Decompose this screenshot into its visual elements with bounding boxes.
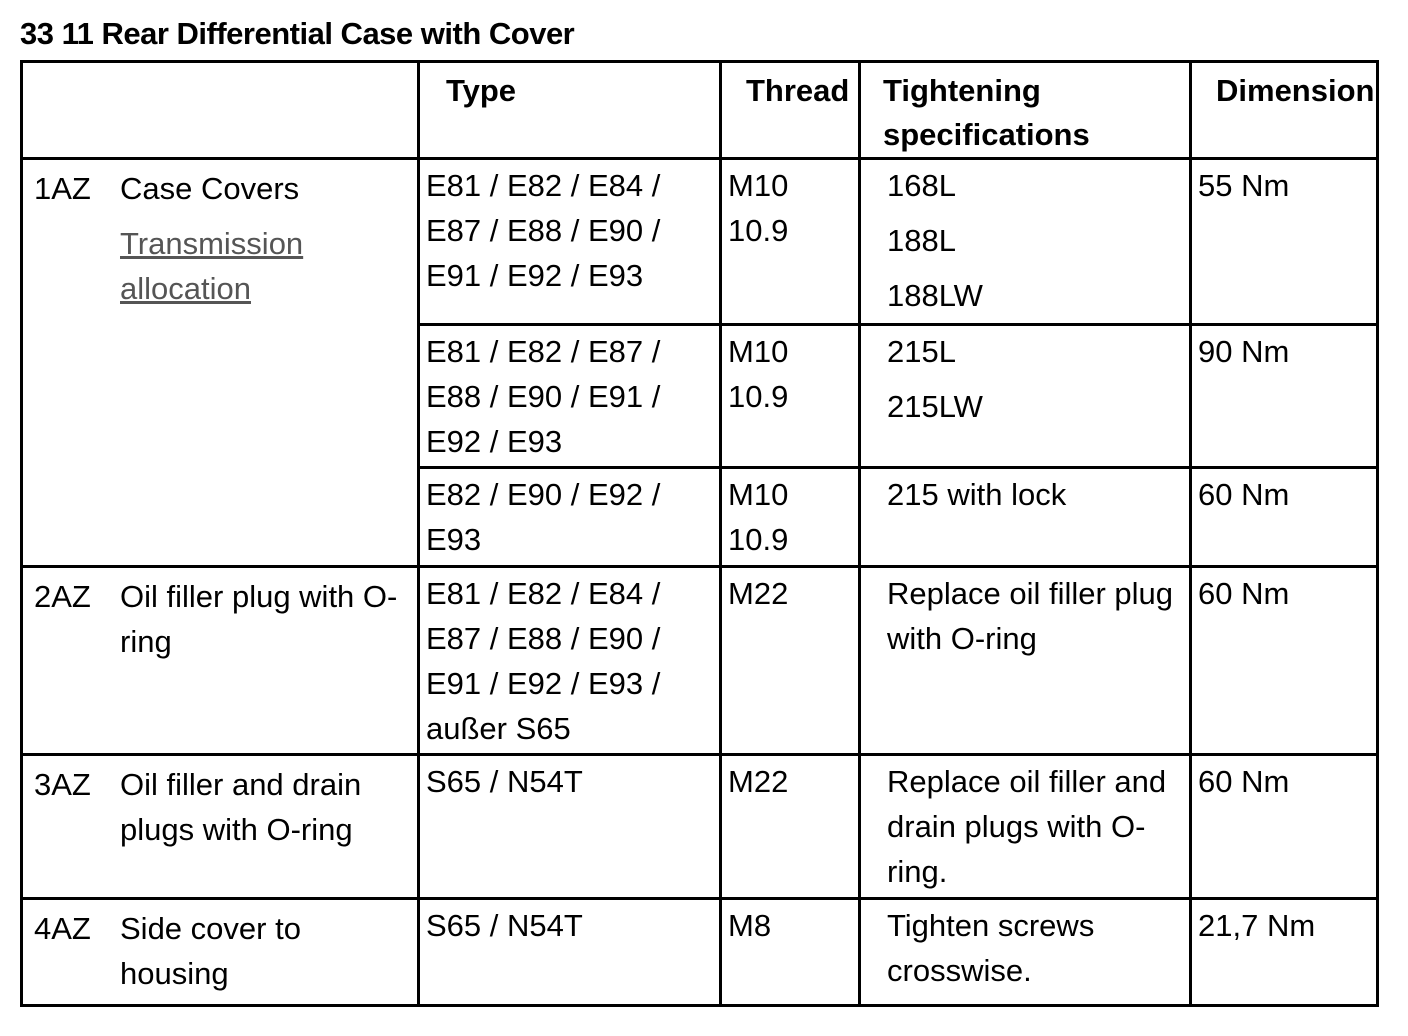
thread-cell [721, 468, 860, 567]
header-item [22, 62, 419, 159]
tightening-cell: Replace oil filler and drain plugs with O-ring. [860, 755, 1191, 899]
tightening-cell: Replace oil filler plug with O-ring [860, 567, 1191, 755]
item-code: 2AZ [34, 579, 91, 614]
dimension-cell: 55 Nm [1191, 159, 1378, 325]
item-description: Case Covers [120, 171, 300, 206]
tightening-value: 215 with lock [887, 477, 1067, 512]
dimension-cell: 60 Nm [1191, 567, 1378, 755]
thread-cell: M8 [721, 899, 860, 1006]
thread-cell: M22 [721, 755, 860, 899]
thread-grade: 10.9 [728, 213, 789, 248]
dimension-cell: 60 Nm [1191, 468, 1378, 567]
dimension-cell: 60 Nm [1191, 755, 1378, 899]
item-cell [22, 899, 419, 1006]
thread-cell [721, 159, 860, 325]
tightening-cell [860, 159, 1191, 325]
header-tightening-line1: Tightening [883, 73, 1041, 108]
tightening-cell [860, 325, 1191, 468]
thread-cell: M22 [721, 567, 860, 755]
item-description: Oil filler plug with O-ring [120, 579, 398, 659]
type-cell: E81 / E82 / E87 / E88 / E90 / E91 / E92 / E93 [419, 325, 721, 468]
torque-spec-table [20, 60, 1379, 1007]
thread-grade: 10.9 [728, 379, 789, 414]
link-line2: allocation [120, 271, 251, 306]
header-thread: Thread [721, 62, 860, 159]
table-row [22, 755, 1378, 899]
type-cell: E82 / E90 / E92 / E93 [419, 468, 721, 567]
type-cell: S65 / N54T [419, 755, 721, 899]
tightening-value: 188LW [887, 278, 983, 313]
thread-size: M10 [728, 477, 789, 512]
item-code: 3AZ [34, 767, 91, 802]
header-tightening-line2: specifications [883, 117, 1090, 152]
link-line1: Transmission [120, 226, 304, 261]
dimension-cell: 90 Nm [1191, 325, 1378, 468]
header-dimension: Dimension [1191, 62, 1378, 159]
table-row [22, 159, 1378, 325]
thread-grade: 10.9 [728, 522, 789, 557]
thread-size: M10 [728, 168, 789, 203]
table-row [22, 567, 1378, 755]
page-title: 33 11 Rear Differential Case with Cover [20, 16, 575, 51]
tightening-cell: Tighten screws crosswise. [860, 899, 1191, 1006]
item-cell [22, 567, 419, 755]
table-row [22, 899, 1378, 1006]
type-cell: S65 / N54T [419, 899, 721, 1006]
type-cell: E81 / E82 / E84 / E87 / E88 / E90 / E91 / E92 / E93 [419, 159, 721, 325]
item-description: Side cover to housing [120, 911, 301, 991]
dimension-cell: 21,7 Nm [1191, 899, 1378, 1006]
item-code: 1AZ [34, 171, 91, 206]
header-tightening [860, 62, 1191, 159]
header-type: Type [419, 62, 721, 159]
thread-size: M10 [728, 334, 789, 369]
tightening-cell [860, 468, 1191, 567]
thread-cell [721, 325, 860, 468]
tightening-value: 168L [887, 168, 956, 203]
item-description: Oil filler and drain plugs with O-ring [120, 767, 362, 847]
tightening-value: 215L [887, 334, 956, 369]
type-cell: E81 / E82 / E84 / E87 / E88 / E90 / E91 / E92 / E93 / außer S65 [419, 567, 721, 755]
transmission-allocation-link[interactable] [120, 221, 411, 311]
item-cell [22, 159, 419, 567]
item-code: 4AZ [34, 911, 91, 946]
tightening-value: 188L [887, 223, 956, 258]
item-cell [22, 755, 419, 899]
tightening-value: 215LW [887, 389, 983, 424]
table-header-row [22, 62, 1378, 159]
